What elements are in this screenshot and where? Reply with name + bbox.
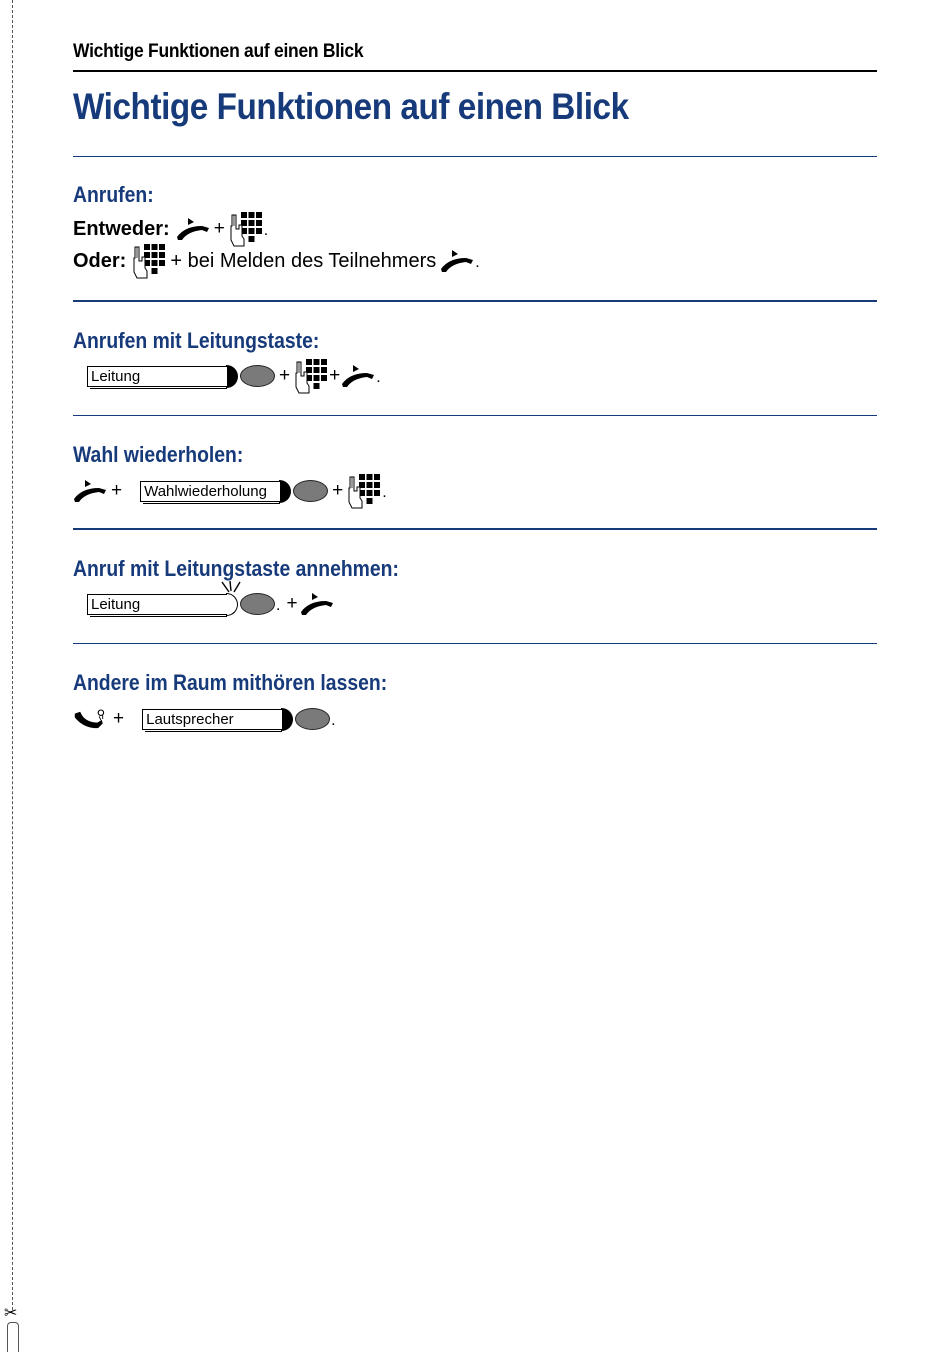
section-title-wahl: Wahl wiederholen: (73, 442, 244, 467)
page-title: Wichtige Funktionen auf einen Blick (73, 86, 629, 127)
keypad-icon (132, 243, 166, 279)
lift-handset-icon (440, 249, 474, 273)
blinking-led-icon (218, 580, 246, 596)
keypad-icon (347, 473, 381, 509)
instruction-speaker (73, 702, 336, 736)
keypad-icon (229, 211, 263, 247)
lift-handset-icon (341, 364, 375, 388)
lift-handset-icon (300, 592, 334, 616)
key-cap (281, 708, 293, 731)
leitung-key[interactable] (87, 593, 275, 616)
section-title-anrufen: Anrufen: (73, 182, 154, 207)
period: . (475, 254, 480, 271)
period: . (263, 222, 269, 239)
plus-sign: + (332, 480, 344, 501)
handset-speaker-icon (73, 707, 109, 731)
key-label: Leitung (87, 366, 227, 387)
key-led (240, 593, 275, 615)
header-rule (73, 70, 877, 72)
instruction-line-call (87, 359, 381, 393)
plus-sign: + (113, 708, 125, 729)
section-divider (73, 528, 877, 530)
cut-line (12, 0, 13, 1310)
plus-sign: + (329, 365, 341, 386)
key-led (240, 365, 275, 387)
running-head: Wichtige Funktionen auf einen Blick (73, 41, 364, 62)
key-label: Leitung (87, 594, 227, 615)
section-divider (73, 643, 877, 644)
lift-handset-icon (176, 217, 210, 241)
or-label: Oder: (73, 249, 127, 272)
instruction-answer (87, 587, 334, 621)
section-divider (73, 156, 877, 157)
section-divider (73, 415, 877, 416)
cut-tab (7, 1322, 19, 1352)
period: . (382, 484, 387, 501)
keypad-icon (294, 358, 328, 394)
instruction-redial (73, 474, 387, 508)
key-led (295, 708, 330, 730)
scissors-icon: ✂ (4, 1303, 18, 1322)
either-label: Entweder: (73, 217, 170, 240)
key-label: Wahlwiederholung (140, 481, 280, 502)
section-title-annehmen: Anruf mit Leitungstaste annehmen: (73, 556, 399, 581)
instruction-either (73, 212, 268, 246)
instruction-or (73, 244, 480, 278)
period: . (276, 597, 281, 614)
plus-sign: + (111, 480, 123, 501)
plus-sign: + (279, 365, 291, 386)
key-cap (279, 480, 291, 503)
period: . (331, 712, 336, 729)
section-title-leitungstaste: Anrufen mit Leitungstaste: (73, 328, 320, 353)
lautsprecher-key[interactable] (142, 708, 330, 731)
key-cap (226, 593, 238, 616)
wahlwiederholung-key[interactable] (140, 480, 328, 503)
leitung-key[interactable] (87, 365, 275, 388)
section-title-mithoeren: Andere im Raum mithören lassen: (73, 670, 388, 695)
key-label: Lautsprecher (142, 709, 282, 730)
key-led (293, 480, 328, 502)
or-text: + bei Melden des Teilnehmers (170, 249, 437, 272)
plus-sign: + (286, 593, 298, 614)
key-cap (226, 365, 238, 388)
lift-handset-icon (73, 479, 107, 503)
period: . (376, 369, 381, 386)
section-divider (73, 300, 877, 302)
plus-sign: + (213, 218, 225, 239)
